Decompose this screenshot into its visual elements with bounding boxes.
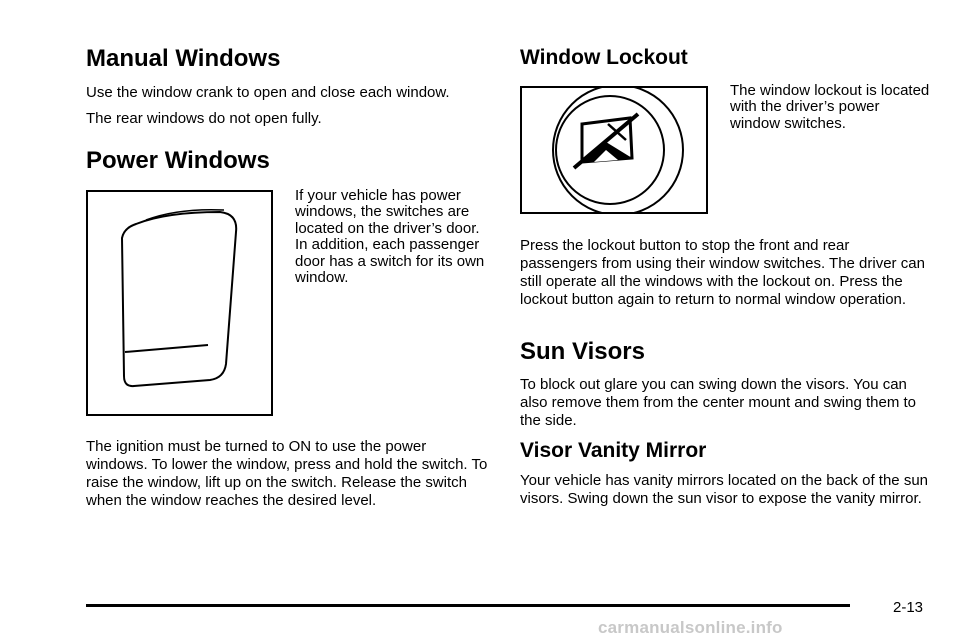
power-windows-side-text: If your vehicle has power windows, the switches are located on the driver’s door. In addition, each passenger door has a switch for its own window. xyxy=(295,187,485,287)
sun-visors-heading: Sun Visors xyxy=(520,338,645,365)
manual-windows-paragraph-2: The rear windows do not open fully. xyxy=(86,110,322,127)
manual-windows-heading: Manual Windows xyxy=(86,45,281,72)
footer-rule xyxy=(86,604,850,607)
power-windows-body: The ignition must be turned to ON to use the power windows. To lower the window, press and hold the switch. To raise the window, lift up on the switch. Release the switch when the window reaches the desired level. xyxy=(86,438,488,509)
window-lockout-side-text: The window lockout is located with the driver’s power window switches. xyxy=(730,82,930,132)
window-lockout-icon xyxy=(520,86,708,214)
visor-vanity-mirror-heading: Visor Vanity Mirror xyxy=(520,439,707,462)
sun-visors-body: To block out glare you can swing down the visors. You can also remove them from the center mount and swing them to the side. xyxy=(520,376,917,429)
visor-vanity-mirror-body: Your vehicle has vanity mirrors located on the back of the sun visors. Swing down the sun visor to expose the vanity mirror. xyxy=(520,472,929,507)
watermark: carmanualsonline.info xyxy=(598,618,783,637)
window-lockout-body: Press the lockout button to stop the front and rear passengers from using their window switches. The driver can still operate all the windows with the lockout on. Press the lockout button again to return to normal window operation. xyxy=(520,237,925,308)
page-number: 2-13 xyxy=(893,599,924,616)
window-switch-icon xyxy=(86,190,273,416)
manual-windows-paragraph-1: Use the window crank to open and close each window. xyxy=(86,84,450,101)
window-lockout-heading: Window Lockout xyxy=(520,46,688,69)
power-windows-heading: Power Windows xyxy=(86,147,270,174)
